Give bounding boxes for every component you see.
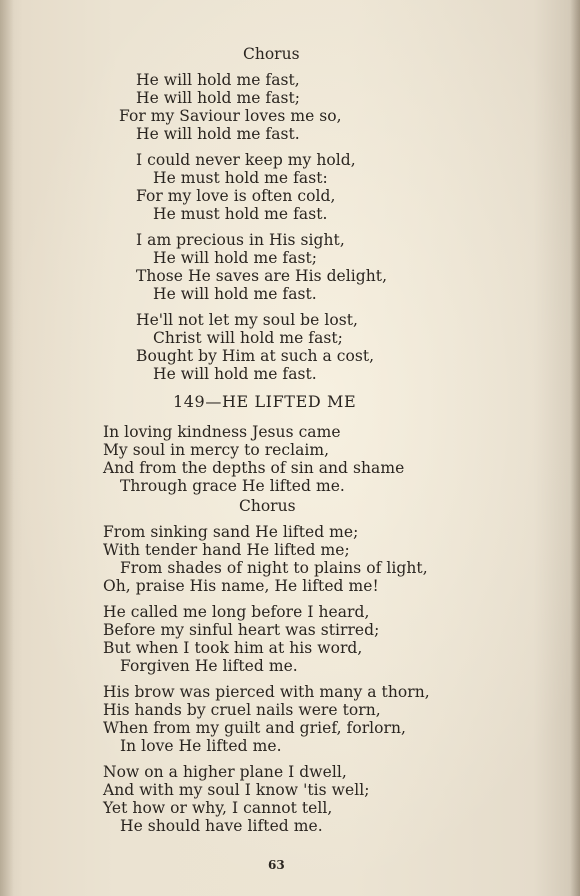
- verse-line: And from the depths of sin and shame: [103, 459, 405, 477]
- verse-line: He must hold me fast.: [153, 205, 328, 223]
- verse-line: And with my soul I know 'tis well;: [103, 781, 370, 799]
- chorus-line: For my Saviour loves me so,: [119, 107, 342, 125]
- verse-line: Christ will hold me fast;: [153, 329, 343, 347]
- verse-line: I could never keep my hold,: [136, 151, 356, 169]
- verse-line: Before my sinful heart was stirred;: [103, 621, 380, 639]
- verse-line: But when I took him at his word,: [103, 639, 363, 657]
- chorus-line: He will hold me fast;: [136, 89, 301, 107]
- verse-line: He'll not let my soul be lost,: [136, 311, 359, 329]
- verse-line: He called me long before I heard,: [103, 603, 370, 621]
- chorus-line: He will hold me fast,: [136, 71, 300, 89]
- verse-line: When from my guilt and grief, forlorn,: [103, 719, 407, 737]
- verse-line: He will hold me fast.: [153, 285, 317, 303]
- chorus-line: From shades of night to plains of light,: [120, 559, 428, 577]
- verse-line: Those He saves are His delight,: [136, 267, 388, 285]
- chorus-heading: Chorus: [243, 45, 300, 63]
- chorus-line: Oh, praise His name, He lifted me!: [103, 577, 379, 595]
- verse-line: Now on a higher plane I dwell,: [103, 763, 347, 781]
- verse-line: My soul in mercy to reclaim,: [103, 441, 330, 459]
- chorus-line: He will hold me fast.: [136, 125, 300, 143]
- verse-line: In loving kindness Jesus came: [103, 423, 341, 441]
- verse-line: His brow was pierced with many a thorn,: [103, 683, 430, 701]
- verse-line: He will hold me fast;: [153, 249, 318, 267]
- verse-line: I am precious in His sight,: [136, 231, 345, 249]
- verse-line: In love He lifted me.: [120, 737, 282, 755]
- verse-line: His hands by cruel nails were torn,: [103, 701, 381, 719]
- chorus-line: With tender hand He lifted me;: [103, 541, 350, 559]
- verse-line: He will hold me fast.: [153, 365, 317, 383]
- chorus-heading: Chorus: [239, 497, 296, 515]
- verse-line: He must hold me fast:: [153, 169, 328, 187]
- chorus-line: From sinking sand He lifted me;: [103, 523, 359, 541]
- verse-line: Bought by Him at such a cost,: [136, 347, 375, 365]
- page-number: 63: [268, 858, 285, 872]
- verse-line: He should have lifted me.: [120, 817, 323, 835]
- verse-line: Forgiven He lifted me.: [120, 657, 298, 675]
- verse-line: For my love is often cold,: [136, 187, 336, 205]
- verse-line: Through grace He lifted me.: [120, 477, 345, 495]
- hymn-title: 149—HE LIFTED ME: [173, 392, 357, 411]
- verse-line: Yet how or why, I cannot tell,: [103, 799, 333, 817]
